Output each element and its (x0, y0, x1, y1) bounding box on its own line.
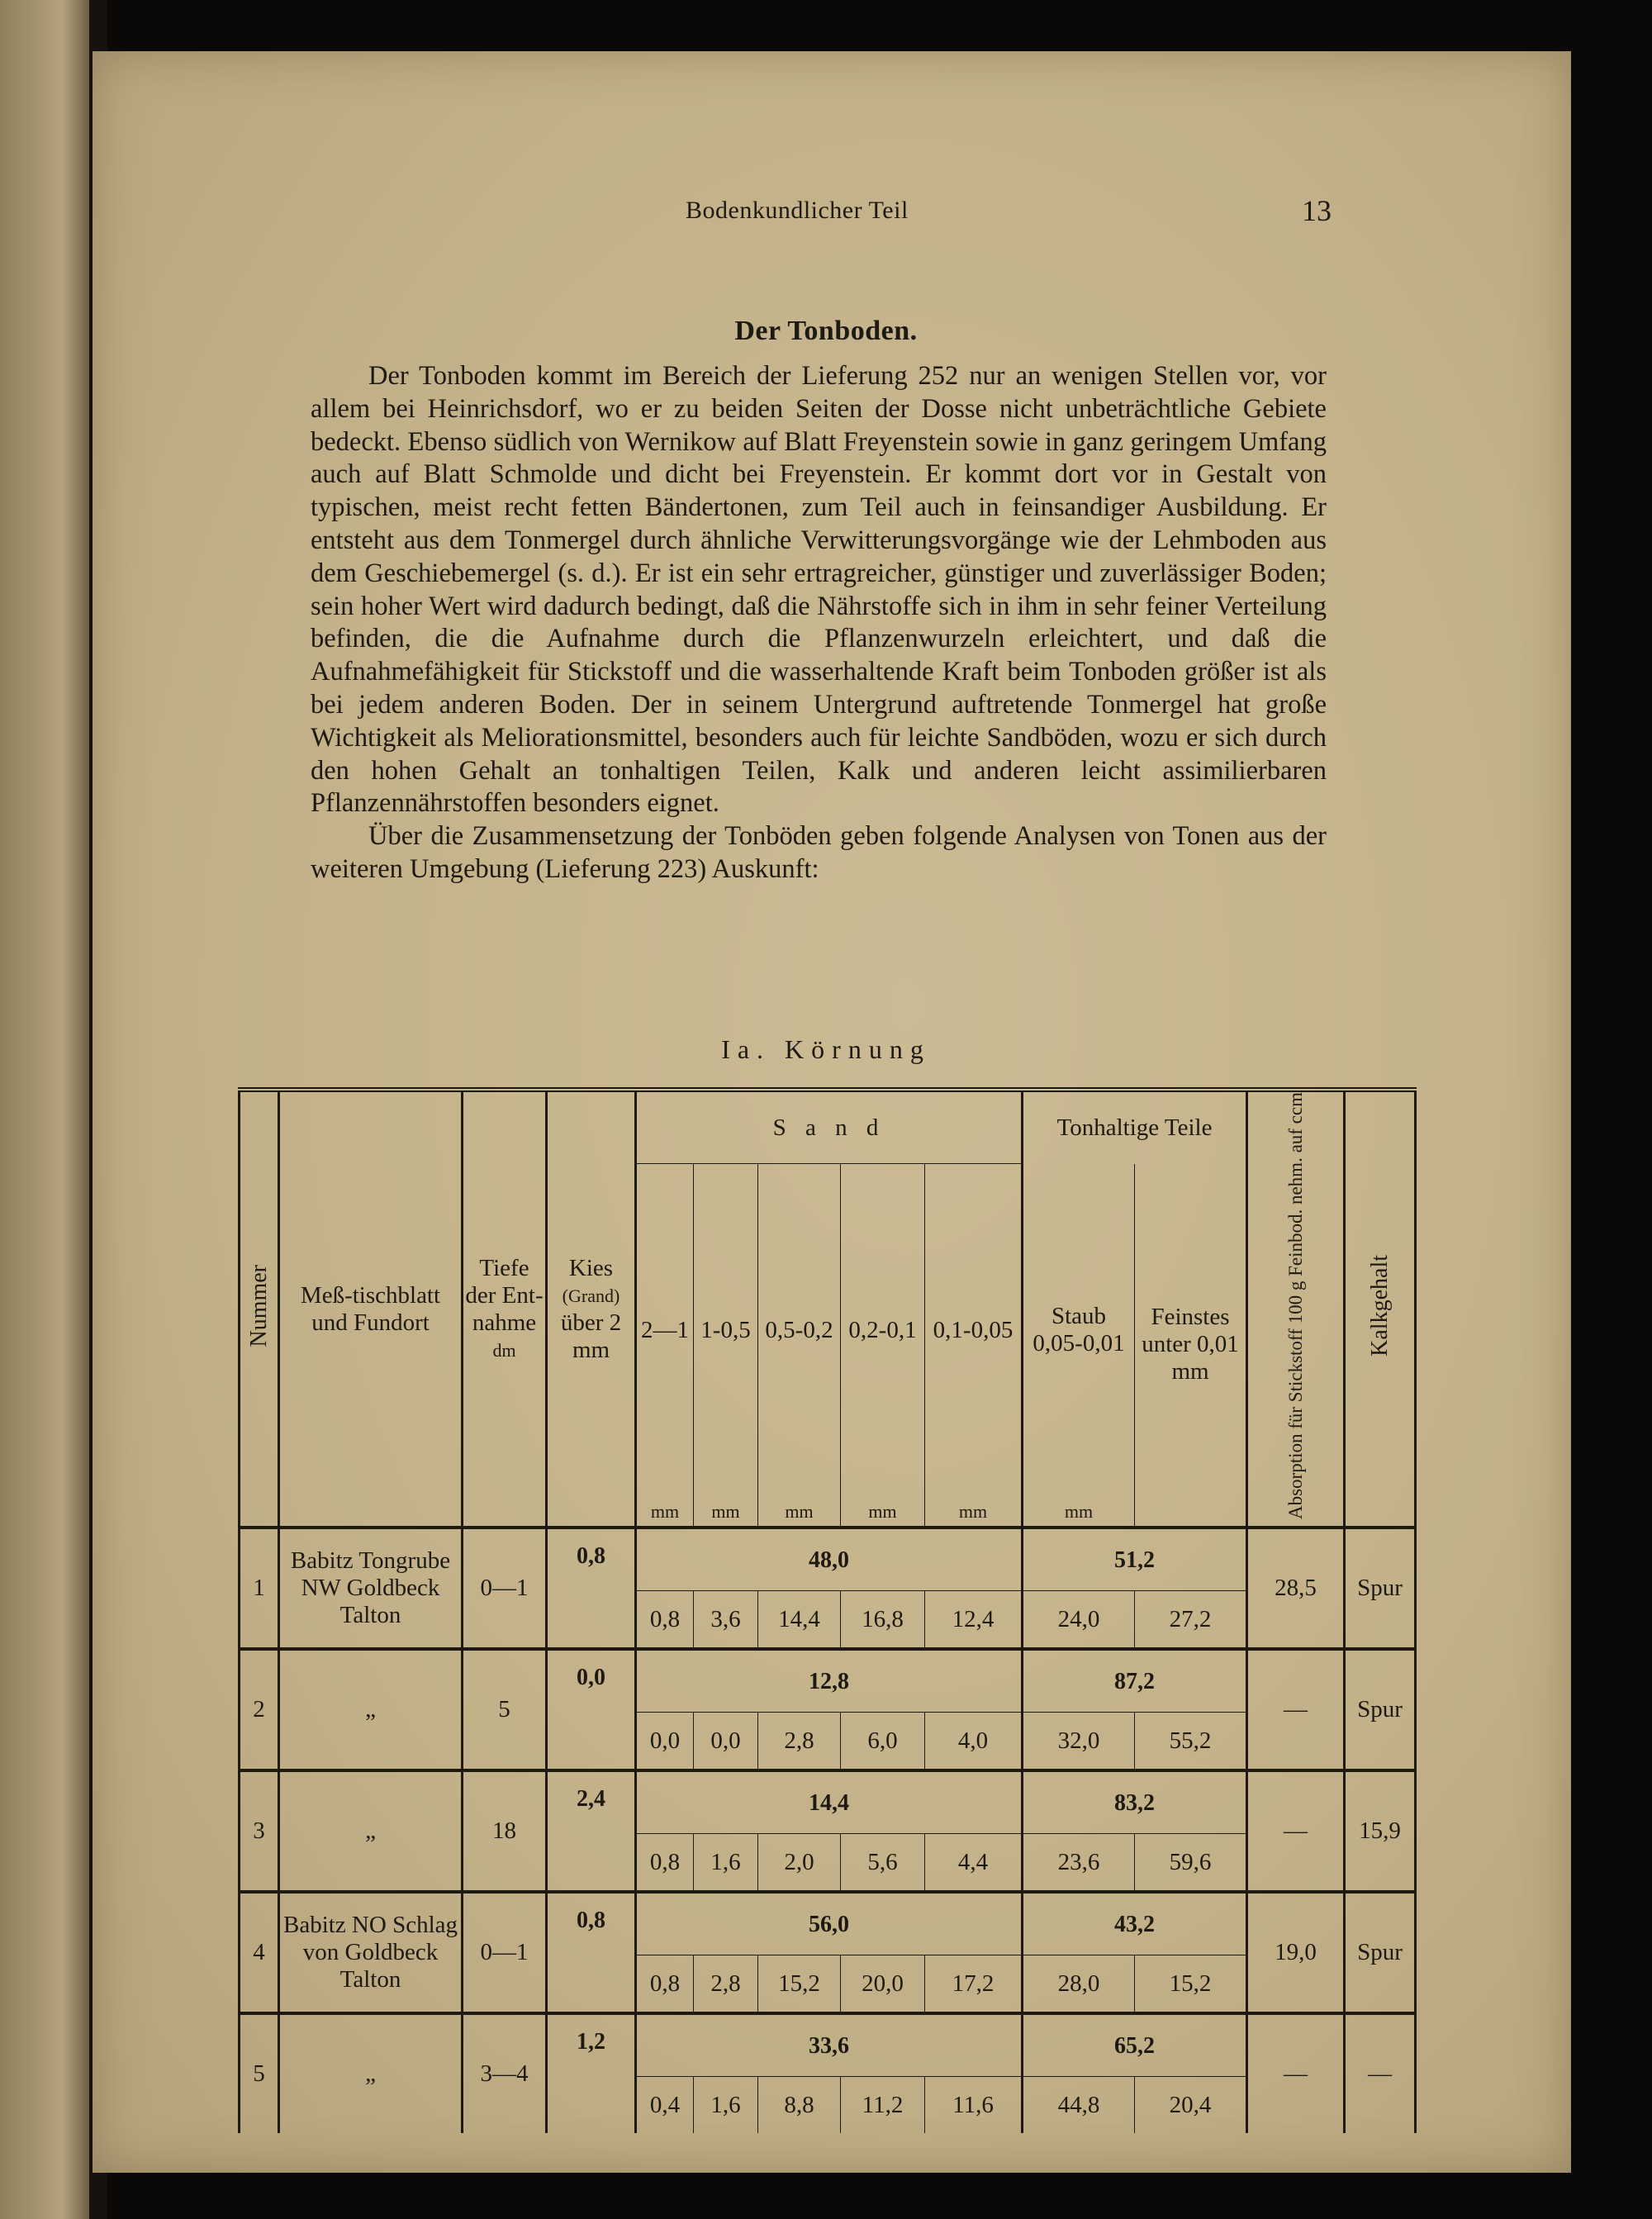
cell-nummer: 2 (240, 1649, 279, 1770)
cell-sand: 0,8 (636, 1591, 694, 1650)
header-unit: mm (758, 1496, 841, 1528)
cell-tiefe: 18 (463, 1770, 547, 1892)
cell-staub: 44,8 (1023, 2077, 1135, 2134)
cell-sand: 15,2 (758, 1955, 841, 2014)
table-row (240, 1892, 1416, 1955)
cell-kies: 0,8 (547, 1892, 636, 2013)
cell-kalk: 15,9 (1345, 1770, 1416, 1892)
cell-sand: 3,6 (694, 1591, 758, 1650)
cell-fundort: Babitz Tongrube NW Goldbeck Talton (279, 1528, 463, 1649)
cell-kalk: Spur (1345, 1528, 1416, 1649)
cell-feinstes: 59,6 (1135, 1834, 1247, 1893)
cell-sand: 2,8 (758, 1713, 841, 1771)
cell-sand-total: 48,0 (636, 1528, 1023, 1591)
header-staub-label: Staub (1051, 1302, 1107, 1329)
cell-fundort: „ (279, 1649, 463, 1770)
cell-sand: 17,2 (925, 1955, 1023, 2014)
cell-sand: 0,0 (694, 1713, 758, 1771)
cell-absorption: — (1247, 1770, 1345, 1892)
cell-fundort: „ (279, 1770, 463, 1892)
header-sand-size: 1-0,5 (694, 1164, 758, 1497)
header-unit: mm (841, 1496, 925, 1528)
cell-kalk: Spur (1345, 1649, 1416, 1770)
header-kies-l2: (Grand) (562, 1285, 620, 1306)
header-feinstes-label: Feinstes (1151, 1304, 1230, 1331)
header-tonhaltige: Tonhaltige Teile (1023, 1090, 1247, 1164)
cell-sand: 8,8 (758, 2077, 841, 2134)
cell-sand: 2,8 (694, 1955, 758, 2014)
cell-staub: 32,0 (1023, 1713, 1135, 1771)
cell-kies: 1,2 (547, 2013, 636, 2133)
paragraph: Der Tonboden kommt im Bereich der Lieferung 252 nur an wenigen Stellen vor, vor allem bei Heinrichsdorf, wo er zu beiden Seiten der Dosse nicht unbeträchtliche Gebiete bedeckt. Ebenso südlich von Wernikow auf Blatt Freyenstein sowie in ganz geringem Umfang auch auf Blatt Schmolde und dicht bei Freyenstein. Er kommt dort vor in Gestalt von typischen, meist recht fetten Bändertonen, zum Teil auch in feinsandiger Ausbildung. Er entsteht aus dem Tonmergel durch ähnliche Verwitterungsvorgänge wie der Lehmboden aus dem Geschiebemergel (s. d.). Er ist ein sehr ertragreicher, günstiger und zuverlässiger Boden; sein hoher Wert wird dadurch bedingt, daß die Nährstoffe sich in ihm in sehr feiner Verteilung befinden, die die Aufnahme durch die Pflanzenwurzeln erleichtert, und daß die Aufnahmefähigkeit für Stickstoff und die wasserhaltende Kraft beim Tonboden größer ist als bei jedem anderen Boden. Der in seinem Untergrund auftretende Tonmergel hat große Wichtigkeit als Meliorationsmittel, besonders auch für leichte Sandböden, wozu er sich durch den hohen Gehalt an tonhaltigen Teilen, Kalk und anderen leicht assimilierbaren Pflanzennährstoffen besonders eignet. (311, 361, 1327, 819)
table-row (240, 1649, 1416, 1713)
table-title: Ia. Körnung (721, 1034, 931, 1064)
header-feinstes-size: unter 0,01 mm (1142, 1331, 1239, 1385)
header-kies-l1: Kies (568, 1254, 614, 1281)
header-absorption: Absorption für Stickstoff 100 g Feinbod. nehm. auf ccm (1247, 1090, 1345, 1528)
table-row (240, 1770, 1416, 1834)
page-number: 13 (1302, 194, 1332, 227)
cell-sand: 14,4 (758, 1591, 841, 1650)
cell-kies: 0,0 (547, 1649, 636, 1770)
cell-kies: 2,4 (547, 1770, 636, 1892)
paragraph: Über die Zusammensetzung der Tonböden geben folgende Analysen von Tonen aus der weiteren Umgebung (Lieferung 223) Auskunft: (311, 821, 1327, 884)
header-sand: S a n d (636, 1090, 1023, 1164)
cell-nummer: 4 (240, 1892, 279, 2013)
header-kalkgehalt: Kalkgehalt (1345, 1090, 1416, 1528)
table-row (240, 1528, 1416, 1591)
cell-ton-total: 83,2 (1023, 1770, 1247, 1834)
cell-tiefe: 0—1 (463, 1892, 547, 2013)
header-tiefe (463, 1090, 547, 1528)
cell-ton-total: 43,2 (1023, 1892, 1247, 1955)
cell-absorption: — (1247, 1649, 1345, 1770)
cell-tiefe: 3—4 (463, 2013, 547, 2133)
cell-sand: 0,4 (636, 2077, 694, 2134)
header-unit: mm (1023, 1496, 1135, 1528)
cell-kalk: — (1345, 2013, 1416, 2133)
cell-tiefe: 5 (463, 1649, 547, 1770)
header-unit: mm (925, 1496, 1023, 1528)
cell-sand: 11,6 (925, 2077, 1023, 2134)
header-staub (1023, 1164, 1135, 1497)
cell-staub: 23,6 (1023, 1834, 1135, 1893)
cell-sand: 0,8 (636, 1955, 694, 2014)
cell-fundort: „ (279, 2013, 463, 2133)
header-sand-size: 2—1 (636, 1164, 694, 1497)
cell-sand: 11,2 (841, 2077, 925, 2134)
cell-sand: 1,6 (694, 1834, 758, 1893)
cell-fundort: Babitz NO Schlag von Goldbeck Talton (279, 1892, 463, 2013)
header-sand-size: 0,2-0,1 (841, 1164, 925, 1497)
cell-ton-total: 65,2 (1023, 2013, 1247, 2077)
cell-sand: 1,6 (694, 2077, 758, 2134)
cell-nummer: 1 (240, 1528, 279, 1649)
cell-kalk: Spur (1345, 1892, 1416, 2013)
cell-absorption: — (1247, 2013, 1345, 2133)
header-unit: mm (694, 1496, 758, 1528)
header-sand-size: 0,5-0,2 (758, 1164, 841, 1497)
cell-sand: 4,0 (925, 1713, 1023, 1771)
header-tiefe-label: Tiefe der Ent-nahme (465, 1254, 544, 1336)
cell-sand: 20,0 (841, 1955, 925, 2014)
cell-absorption: 28,5 (1247, 1528, 1345, 1649)
cell-feinstes: 55,2 (1135, 1713, 1247, 1771)
header-kies (547, 1090, 636, 1528)
cell-sand-total: 12,8 (636, 1649, 1023, 1713)
cell-ton-total: 51,2 (1023, 1528, 1247, 1591)
cell-tiefe: 0—1 (463, 1528, 547, 1649)
cell-absorption: 19,0 (1247, 1892, 1345, 2013)
table-row (240, 2013, 1416, 2077)
cell-sand: 16,8 (841, 1591, 925, 1650)
header-sand-size: 0,1-0,05 (925, 1164, 1023, 1497)
header-staub-size: 0,05-0,01 (1032, 1329, 1125, 1357)
cell-sand: 6,0 (841, 1713, 925, 1771)
cell-sand-total: 14,4 (636, 1770, 1023, 1834)
running-header (216, 194, 1332, 238)
cell-sand: 0,0 (636, 1713, 694, 1771)
cell-sand: 2,0 (758, 1834, 841, 1893)
cell-sand: 12,4 (925, 1591, 1023, 1650)
header-unit: mm (636, 1496, 694, 1528)
cell-sand: 0,8 (636, 1834, 694, 1893)
cell-nummer: 3 (240, 1770, 279, 1892)
header-feinstes (1135, 1164, 1247, 1528)
body-text (311, 360, 1327, 886)
grain-size-table (238, 1087, 1414, 2133)
cell-nummer: 5 (240, 2013, 279, 2133)
running-title: Bodenkundlicher Teil (686, 197, 909, 224)
cell-staub: 24,0 (1023, 1591, 1135, 1650)
cell-feinstes: 27,2 (1135, 1591, 1247, 1650)
header-tiefe-unit: dm (492, 1339, 516, 1361)
header-nummer: Nummer (240, 1090, 279, 1528)
cell-kies: 0,8 (547, 1528, 636, 1649)
cell-sand: 4,4 (925, 1834, 1023, 1893)
cell-sand: 5,6 (841, 1834, 925, 1893)
cell-ton-total: 87,2 (1023, 1649, 1247, 1713)
section-heading: Der Tonboden. (734, 316, 918, 346)
header-messtischblatt: Meß-tischblatt und Fundort (279, 1090, 463, 1528)
table-header-row (240, 1090, 1416, 1164)
cell-feinstes: 15,2 (1135, 1955, 1247, 2014)
cell-sand-total: 33,6 (636, 2013, 1023, 2077)
cell-sand-total: 56,0 (636, 1892, 1023, 1955)
cell-feinstes: 20,4 (1135, 2077, 1247, 2134)
header-kies-l3: über 2 mm (560, 1309, 622, 1363)
cell-staub: 28,0 (1023, 1955, 1135, 2014)
